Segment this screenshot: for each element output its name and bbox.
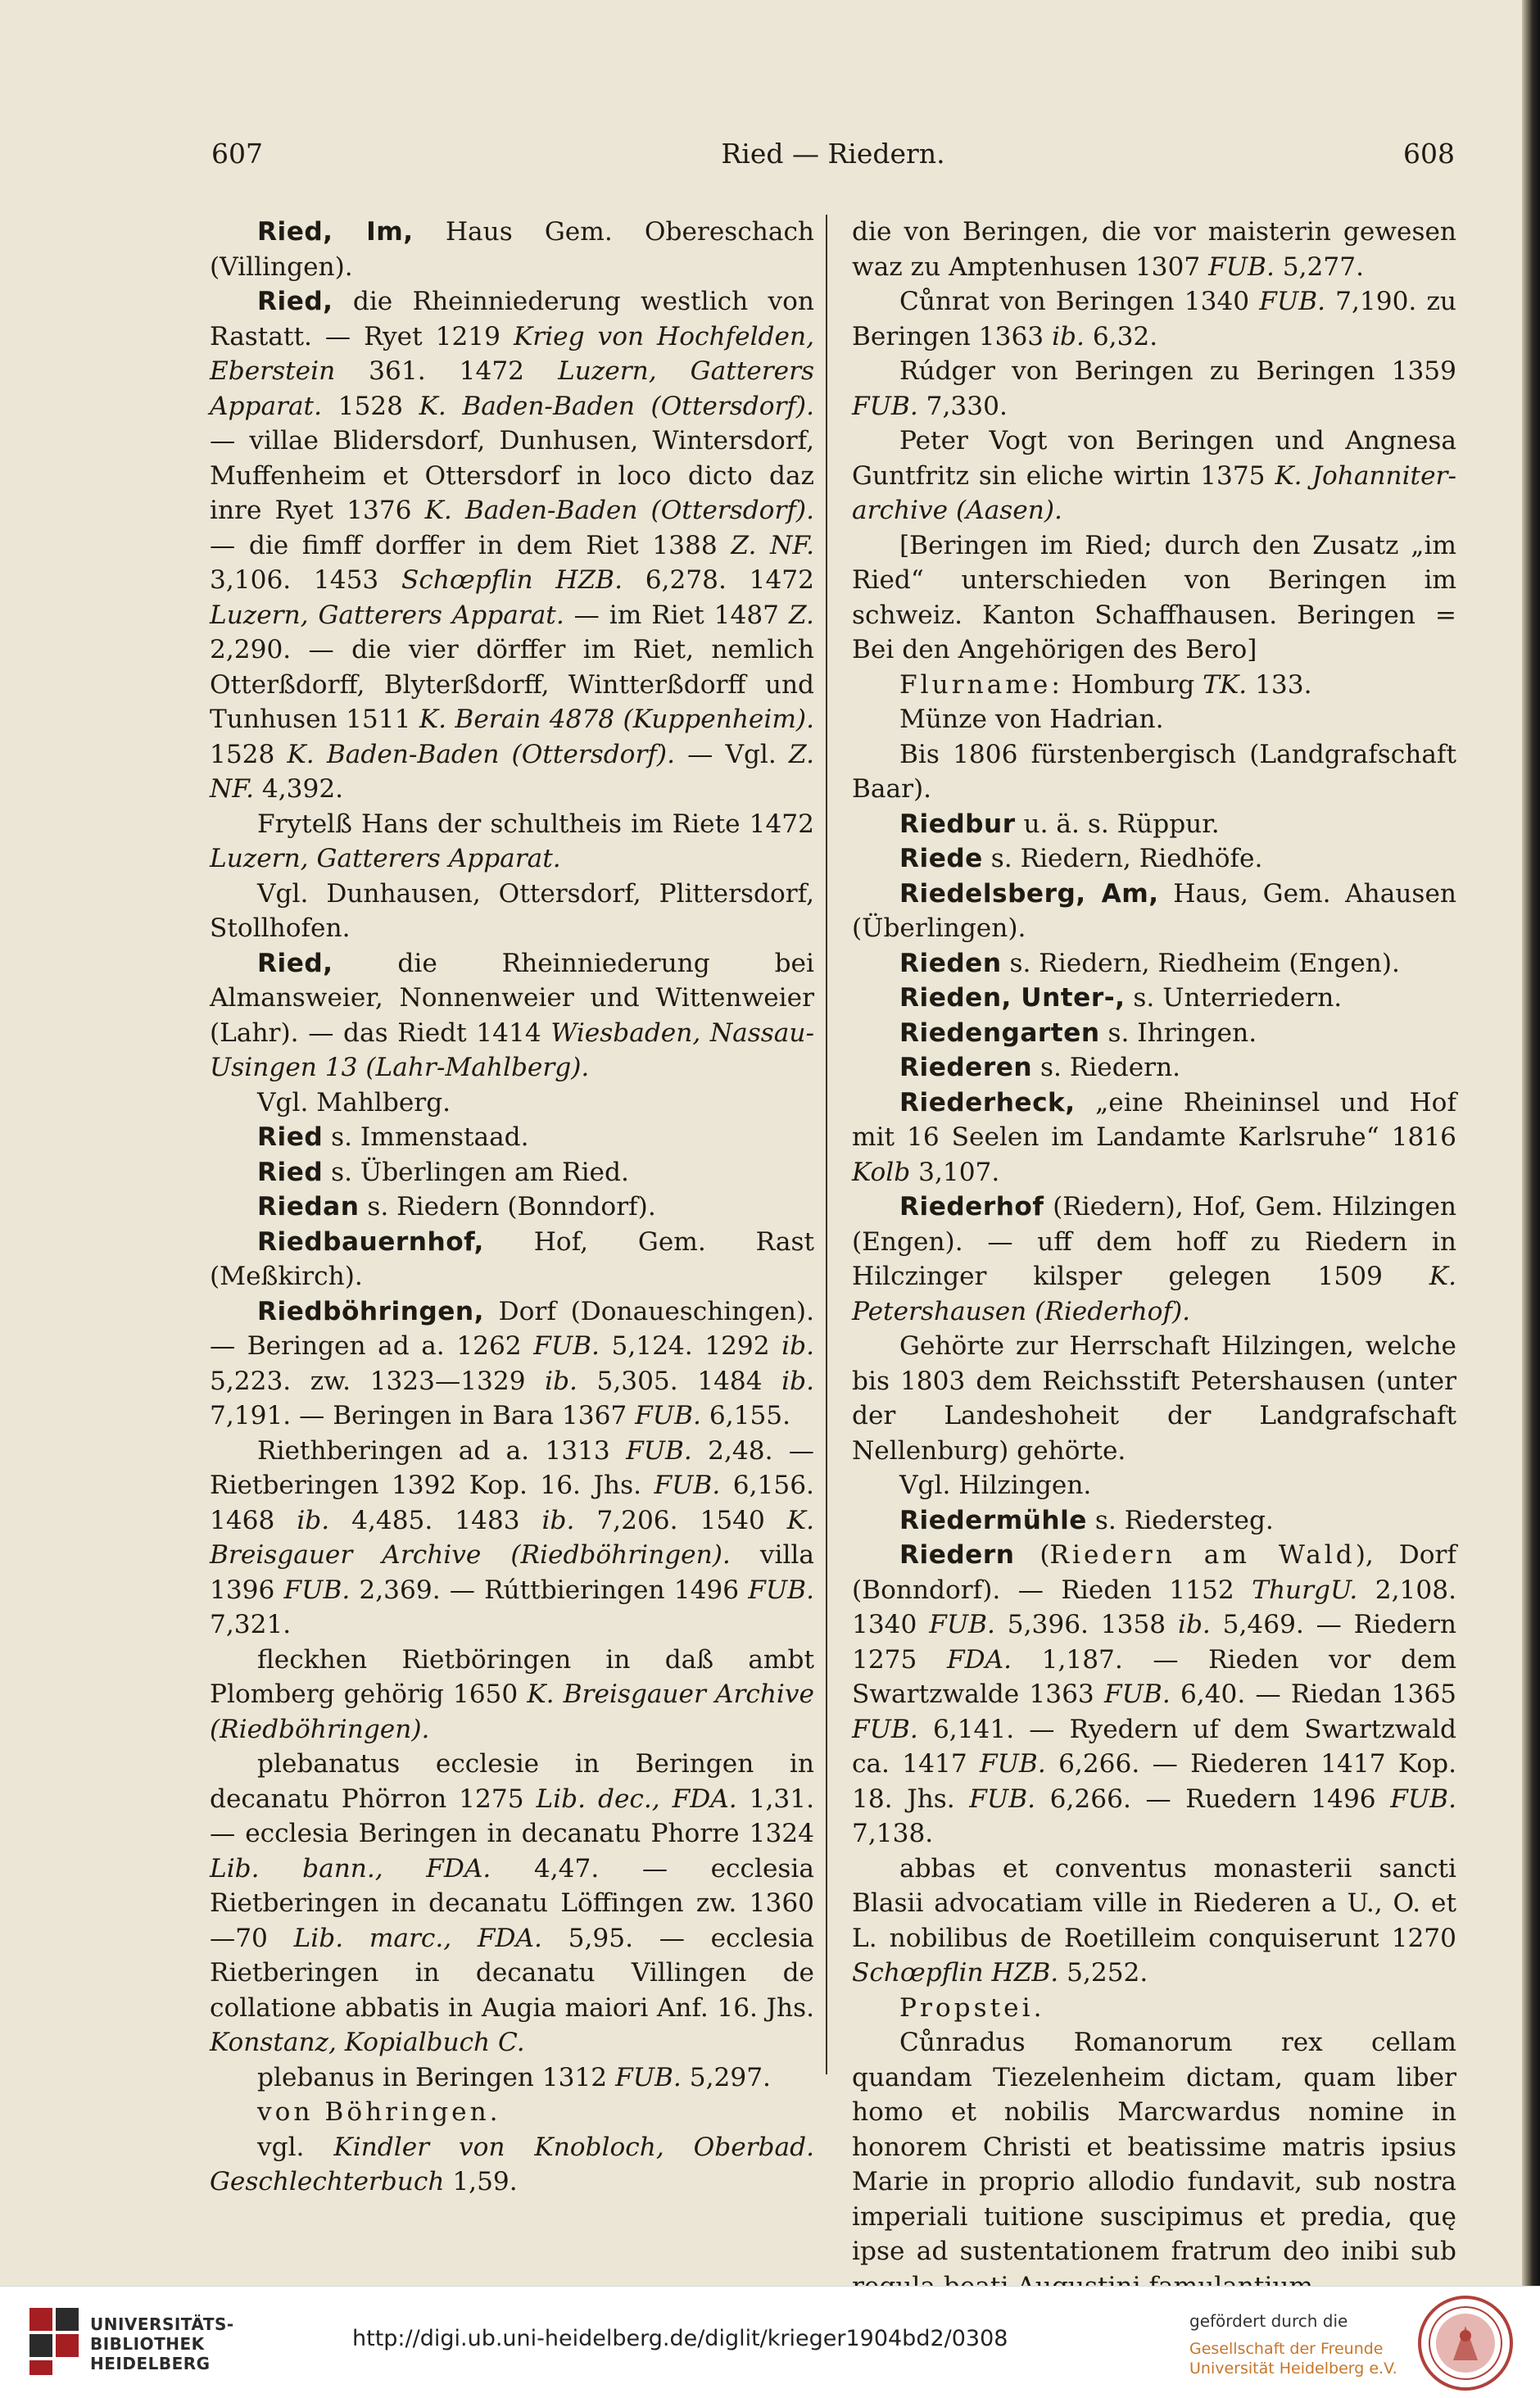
entry-source: FUB. [615,2062,682,2092]
entry-source: ib. [541,1505,575,1535]
entry-text: s. Riedern, Riedheim (Engen). [1001,948,1400,978]
entry-source: K. Berain 4878 (Kuppenheim). [419,705,814,734]
entry-source: Lib. bann., FDA. [210,1853,491,1883]
entry-source: ThurgU. [1252,1575,1358,1605]
entry-source: FUB. [852,1714,918,1744]
entry-source: FUB. [969,1784,1036,1814]
entry-text: 5,396. 1358 [994,1610,1178,1639]
entry-text: 6,278. 1472 [623,565,814,595]
entry-headword: Riede [899,844,983,873]
entry-source: FUB. [626,1435,692,1466]
entry-text: vgl. [257,2132,334,2162]
entry-source: Luzern, Gatterers Apparat. [210,844,561,873]
dictionary-entry [210,2095,814,2130]
entry-text: die Rheinniederung westlich von Rastatt. — Ryet 1219 [210,287,814,351]
dictionary-entry [210,215,814,284]
entry-text: — villae Blidersdorf, Dunhusen, Wintersdorf, Muffenheim et Ottersdorf in loco dicto daz inre Ryet 1376 [210,426,814,525]
entry-source: ib. [1052,321,1085,351]
dictionary-entry [852,737,1456,807]
entry-text: Vgl. Dunhausen, Ottersdorf, Plittersdorf, Stollhofen. [210,878,814,943]
dictionary-entry [210,807,814,877]
dictionary-entry [210,1225,814,1294]
dictionary-entry [210,1747,814,2060]
entry-text: 1,59. [444,2167,518,2196]
dictionary-entry [210,284,814,807]
entry-text: 2,108. 1340 [852,1575,1456,1639]
entry-text: 4,485. 1483 [329,1505,542,1535]
dictionary-entry [210,877,814,946]
entry-source: ib. [1177,1610,1211,1639]
entry-text: Münze von Hadrian. [899,705,1164,734]
entry-text: 6,156. 1468 [210,1471,814,1535]
entry-text: s. Überlingen am Ried. [323,1157,629,1187]
entry-text: 361. 1472 [335,356,559,386]
dictionary-entry [852,424,1456,528]
entry-source: FDA. [946,1644,1012,1675]
dictionary-entry [852,877,1456,946]
entry-text: 7,190. zu Beringen 1363 [852,287,1456,351]
entry-headword: Riedermühle [899,1505,1087,1535]
library-name-line: BIBLIOTHEK [90,2334,205,2354]
entry-source: ib. [297,1505,330,1535]
entry-headword: Riedelsberg, Am, [899,878,1159,909]
entry-source: FUB. [979,1749,1046,1779]
entry-text: 2,290. — die vier dörffer im Riet, nemlich Otterßdorff, Blyterßdorff, Wintterßdorff und Tunhusen 1511 [210,635,814,734]
entry-source: Krieg von Hochfelden, Eberstein [210,321,814,386]
entry-text: — im Riet 1487 [564,600,789,630]
entry-text: ( [1014,1540,1050,1570]
entry-source: K. Baden-Baden (Ottersdorf). [287,739,675,769]
entry-headword: Riedern [899,1540,1015,1570]
sponsor-name[interactable] [1189,2339,1397,2378]
entry-text: 7,191. — Beringen in Bara 1367 [210,1401,636,1430]
entry-text: Bis 1806 fürstenbergisch (Landgrafschaft Baar). [852,739,1456,804]
entry-source: Lib. dec., FDA. [536,1784,737,1814]
entry-text: Cůnrat von Beringen 1340 [899,287,1260,316]
entry-text: Frytelß Hans der schultheis im Riete 1472 [257,809,814,839]
dictionary-entry [852,354,1456,424]
entry-headword: Riedböhringen, [257,1296,484,1326]
entry-source: TK. [1203,669,1248,700]
entry-source: Schœpflin HZB. [401,565,623,595]
entry-source: FUB. [929,1610,995,1639]
entry-headword: Riedan [257,1192,360,1222]
entry-text: 5,252. [1058,1958,1148,1988]
entry-headword: Rieden [899,948,1002,978]
entry-text: Riethberingen ad a. 1313 [257,1435,627,1466]
entry-headword: Ried, [257,287,333,316]
entry-text: abbas et conventus monasterii sancti Blasii advocatiam ville in Riederen a U., O. et L. nobilibus de Roetilleim conquiserunt 1270 [852,1853,1456,1953]
entry-source: FUB. [654,1471,721,1500]
dictionary-entry [852,1190,1456,1329]
entry-text: Vgl. Hilzingen. [899,1471,1092,1500]
entry-headword: Rieden, Unter-, [899,983,1126,1013]
entry-text: s. Riedern, Riedhöfe. [982,844,1263,873]
entry-text: fleckhen Rietböringen in daß ambt Plomberg gehörig 1650 [210,1644,814,1709]
entry-text: 7,330. [917,391,1008,421]
entry-source: FUB. [283,1575,351,1605]
right-column [852,215,1456,2304]
dictionary-entry [852,1852,1456,1991]
entry-source: Z. NF. [210,739,814,804]
library-logo-icon[interactable] [29,2308,80,2377]
entry-text: s. Immenstaad. [323,1122,529,1152]
entry-text: 5,223. zw. 1323—1329 [210,1366,546,1396]
entry-source: FUB. [1208,252,1275,282]
column-divider [826,215,827,2074]
entry-headword: Riedengarten [899,1018,1100,1048]
entry-text: (Riedern), Hof, Gem. Hilzingen (Engen). — uff dem hoff zu Riedern in Hilczinger kilsper gelegen 1509 [852,1192,1456,1291]
entry-text: 6,40. — Riedan 1365 [1170,1680,1456,1709]
entry-headword: Riedbauernhof, [257,1226,484,1257]
entry-text: s. Unterriedern. [1125,983,1343,1013]
entry-text: 5,469. — Riedern 1275 [852,1610,1456,1675]
library-name-line: HEIDELBERG [90,2354,211,2373]
entry-source: K. Baden-Baden (Ottersdorf). [419,391,815,421]
entry-text: u. ä. s. Rüppur. [1015,809,1220,839]
sponsor-name-line: Universität Heidelberg e.V. [1189,2359,1397,2378]
entry-text: die Rheinniederung bei Almansweier, Nonnenweier und Wittenweier (Lahr). — das Riedt 1414 [210,948,814,1048]
dictionary-entry [852,1086,1456,1190]
entry-headword: Ried [257,1122,324,1152]
entry-headword: Ried, [257,948,333,978]
entry-headword: Riederen [899,1053,1033,1082]
left-column [210,215,814,2200]
dictionary-entry [210,2130,814,2200]
entry-text: 1,187. — Rieden vor dem Swartzwalde 1363 [852,1644,1456,1709]
entry-text: Riedern am Wald [1049,1540,1356,1570]
entry-source: K. Baden-Baden (Ottersdorf). [424,496,814,525]
page-number-right: 608 [1403,138,1455,170]
dictionary-entry [852,284,1456,354]
entry-source: Luzern, Gatterers Apparat. [210,356,814,421]
footer-bar [0,2286,1540,2398]
entry-text: 6,266. — Ruedern 1496 [1035,1784,1391,1814]
entry-source: Luzern, Gatterers Apparat. [210,600,564,630]
entry-source: Z. [788,600,814,630]
dictionary-entry [210,1155,814,1190]
entry-source: Z. NF. [731,530,814,560]
university-seal-icon [1417,2295,1514,2391]
entry-source: FUB. [1259,287,1326,316]
dictionary-entry [852,1503,1456,1539]
entry-text: 5,297. [681,2062,771,2092]
entry-source: K. Breisgauer Archive (Riedböhringen). [210,1680,814,1744]
entry-text: 4,392. [253,774,344,804]
dictionary-entry [852,1538,1456,1852]
entry-source: K. Johanniter-archive (Aasen). [852,460,1456,525]
entry-text: 6,141. — Ryedern uf dem Swartzwald ca. 1417 [852,1714,1456,1779]
entry-source: Schœpflin HZB. [852,1958,1059,1988]
dictionary-entry [852,1050,1456,1086]
dictionary-entry [210,946,814,1086]
dictionary-entry [852,946,1456,981]
entry-text: Flurname: [899,669,1063,700]
entry-text: 4,47. — ecclesia Rietberingen in decanatu Löffingen zw. 1360—70 [210,1853,814,1953]
dictionary-entry [210,1294,814,1434]
dictionary-entry [852,807,1456,842]
entry-text: 5,305. 1484 [577,1366,782,1396]
entry-text: 5,124. 1292 [599,1331,782,1361]
entry-text: 6,155. [700,1401,791,1430]
dictionary-entry [852,702,1456,737]
entry-text: s. Ihringen. [1099,1018,1257,1048]
entry-text: 5,95. — ecclesia Rietberingen in decanatu Villingen de collatione abbatis in Augia maiori Anf. 16. Jhs. [210,1923,814,2023]
entry-text: 1,31. — ecclesia Beringen in decanatu Phorre 1324 [210,1784,815,1848]
dictionary-entry [852,981,1456,1016]
entry-source: FUB. [1103,1680,1171,1709]
entry-source: Lib. marc., FDA. [293,1923,542,1953]
entry-source: Kolb [852,1157,911,1187]
dictionary-entry [852,1329,1456,1468]
entry-text: 3,106. 1453 [210,565,401,595]
entry-text: Rúdger von Beringen zu Beringen 1359 [899,356,1456,386]
dictionary-entry [852,1016,1456,1051]
entry-source: ib. [545,1366,578,1396]
entry-text: Propstei. [899,1992,1045,2023]
entry-source: FUB. [748,1575,814,1605]
entry-source: Konstanz, Kopialbuch C. [210,2028,525,2057]
entry-text: „eine Rheininsel und Hof mit 16 Seelen im Landamte Karlsruhe“ 1816 [852,1087,1456,1152]
entry-text: Homburg [1062,669,1203,700]
entry-text: Peter Vogt von Beringen und Angnesa Guntfritz sin eliche wirtin 1375 [852,426,1456,491]
entry-text: 7,321. [210,1610,292,1639]
entry-text: Cůnradus Romanorum rex cellam quandam Tiezelenheim dictam, quam liber homo et nobilis Marcwardus nomine in honorem Christi et beatissime matris ipsius Marie in proprio allodio fundavit, sub nostra imperiali tuitione suscipimus et predia, quę ipse ad sustentationem fratrum deo inibi sub [852,2028,1456,2266]
running-title: Ried — Riedern. [721,138,945,170]
entry-text: 3,107. [910,1157,1000,1187]
entry-text: — die fimff dorffer in dem Riet 1388 [210,530,732,560]
entry-source: Wiesbaden, Nassau-Usingen 13 (Lahr-Mahlberg). [210,1018,814,1082]
entry-text: Haus Gem. Obereschach (Villingen). [210,217,814,282]
entry-headword: Ried [257,1157,324,1187]
entry-text: 6,266. — Riederen 1417 Kop. 18. Jhs. [852,1749,1456,1814]
dictionary-entry [210,1190,814,1225]
entry-text: [Beringen im Ried; durch den Zusatz „im Ried“ unterschieden von Beringen im schweiz. Kanton Schaffhausen. Beringen = Bei den Angehörigen des Bero] [852,530,1456,664]
entry-text: 2,48. — Rietberingen 1392 Kop. 16. Jhs. [210,1435,814,1500]
entry-text: Vgl. Mahlberg. [257,1087,451,1117]
entry-text: die von Beringen, die vor maisterin gewesen waz zu Amptenhusen 1307 [852,217,1456,282]
entry-source: ib. [781,1366,815,1396]
entry-source: Kindler von Knobloch, Oberbad. Geschlechterbuch [210,2132,814,2196]
dictionary-entry [852,668,1456,703]
entry-text: plebanus in Beringen 1312 [257,2062,616,2092]
entry-text: 2,369. — Rúttbieringen 1496 [350,1575,749,1605]
dictionary-entry [852,1468,1456,1503]
library-name [90,2314,234,2373]
page-edge [1522,0,1540,2286]
entry-text: s. Riedern. [1032,1053,1181,1082]
entry-source: FUB. [533,1331,600,1361]
entry-text: 6,32. [1084,321,1158,351]
entry-text: 1528 [210,739,288,769]
entry-text: s. Riedersteg. [1086,1505,1274,1535]
entry-headword: Riederheck, [899,1087,1076,1117]
entry-source: K. Breisgauer Archive (Riedböhringen). [210,1505,814,1570]
entry-text: 7,206. 1540 [574,1505,787,1535]
entry-text: villa 1396 [210,1540,814,1605]
entry-source: FUB. [852,391,918,421]
entry-source: FUB. [635,1401,701,1430]
dictionary-entry [852,2025,1456,2304]
entry-text: ), Dorf (Bonndorf). — Rieden 1152 [852,1540,1456,1605]
dictionary-entry [210,1434,814,1643]
dictionary-entry [210,2060,814,2096]
dictionary-entry [210,1086,814,1121]
permalink-url[interactable]: http://digi.ub.uni-heidelberg.de/diglit/krieger1904bd2/0308 [352,2326,1008,2351]
running-head [211,138,1455,179]
entry-text: s. Riedern (Bonndorf). [359,1192,656,1222]
entry-text: 133. [1247,669,1312,700]
entry-text: Haus, Gem. Ahausen (Überlingen). [852,878,1456,943]
entry-text: 5,277. [1274,252,1365,282]
dictionary-entry [852,528,1456,668]
dictionary-entry [210,1643,814,1748]
sponsor-intro: gefördert durch die [1189,2311,1348,2331]
library-name-line: UNIVERSITÄTS- [90,2314,234,2334]
entry-headword: Riederhof [899,1192,1044,1222]
entry-text: Dorf (Donaueschingen). — Beringen ad a. 1262 [210,1296,814,1361]
entry-text: 1528 [322,391,419,421]
entry-text: 7,138. [852,1819,934,1848]
entry-text: — Vgl. [675,739,789,769]
entry-headword: Ried, Im, [257,217,414,247]
dictionary-entry [852,215,1456,284]
entry-source: K. Petershausen (Riederhof). [852,1262,1456,1326]
dictionary-entry [210,1120,814,1155]
sponsor-name-line: Gesellschaft der Freunde [1189,2340,1384,2358]
entry-text: plebanatus ecclesie in Beringen in decanatu Phörron 1275 [210,1749,814,1814]
dictionary-entry [852,841,1456,877]
entry-source: FUB. [1390,1784,1456,1814]
dictionary-entry [852,1991,1456,2026]
entry-source: ib. [781,1331,815,1361]
entry-headword: Riedbur [899,809,1016,839]
entry-text: Gehörte zur Herrschaft Hilzingen, welche bis 1803 dem Reichsstift Petershausen (unter der Landeshoheit der Landgrafschaft Nellenburg) gehörte. [852,1331,1456,1466]
entry-text: Hof, Gem. Rast (Meßkirch). [210,1226,814,1291]
entry-text: von Böhringen. [257,2097,501,2127]
page-number-left: 607 [211,138,263,170]
